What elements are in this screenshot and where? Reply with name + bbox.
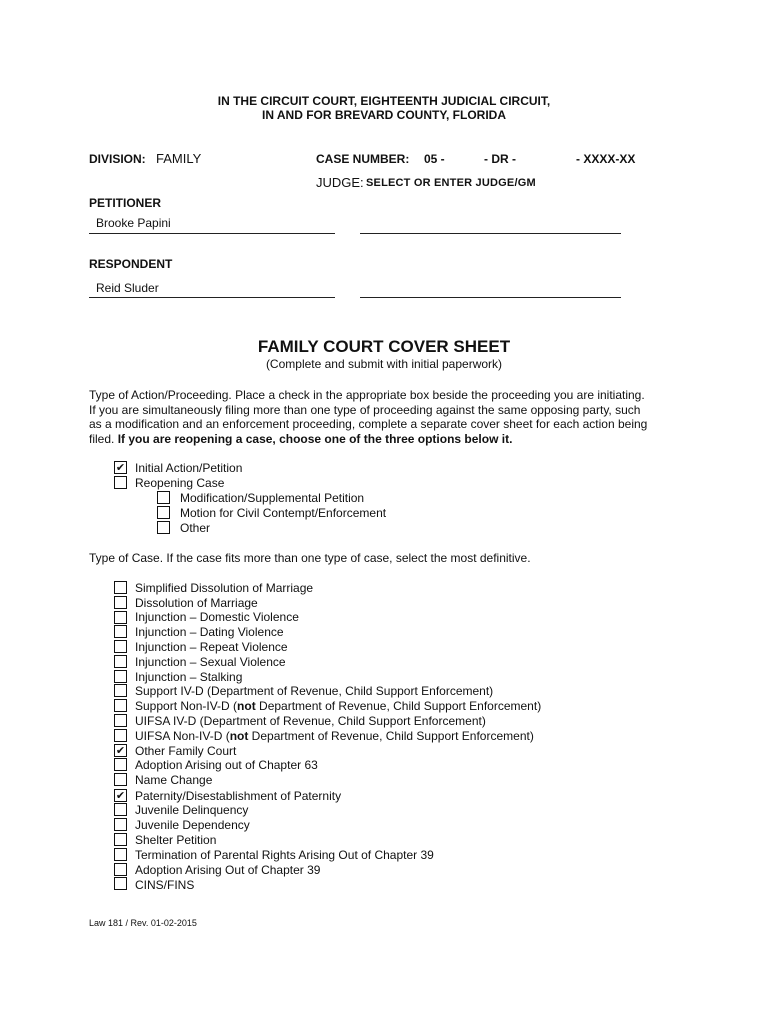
- checkbox-domestic-violence[interactable]: [114, 611, 127, 624]
- page-title: FAMILY COURT COVER SHEET: [257, 337, 511, 356]
- checkbox-adoption-ch63[interactable]: [114, 758, 127, 771]
- judge-label: JUDGE:: [316, 175, 364, 190]
- checkbox-name-change[interactable]: [114, 773, 127, 786]
- case-type-label: [135, 758, 318, 772]
- instructions-line4-plain: filed.: [89, 431, 118, 446]
- instructions-line3: as a modification and an enforcement proceeding, complete a separate cover sheet for each action being: [89, 417, 648, 431]
- case-type-text: Injunction – Repeat Violence: [135, 640, 288, 654]
- checkbox-termination-parental-rights[interactable]: [114, 848, 127, 861]
- petitioner-second-line: [360, 233, 621, 234]
- checkbox-cins-fins[interactable]: [114, 877, 127, 890]
- checkbox-repeat-violence[interactable]: [114, 640, 127, 653]
- checkbox-adoption-ch39[interactable]: [114, 863, 127, 876]
- case-number-label: CASE NUMBER:: [316, 152, 410, 166]
- option-label-civil-contempt: Motion for Civil Contempt/Enforcement: [180, 506, 387, 520]
- case-type-label: [135, 773, 212, 787]
- form-footer: Law 181 / Rev. 01-02-2015: [89, 918, 197, 928]
- case-type-label: [135, 863, 320, 877]
- case-type-text: Injunction – Dating Violence: [135, 625, 284, 639]
- case-type-text: Name Change: [135, 773, 213, 787]
- instructions-line1: Type of Action/Proceeding. Place a check in the appropriate box beside the proceeding you are initiating.: [89, 388, 645, 402]
- case-number-part3[interactable]: - XXXX-XX: [576, 152, 636, 166]
- case-type-text: Shelter Petition: [135, 833, 217, 847]
- case-type-label: [135, 596, 258, 610]
- option-label-reopening-case: Reopening Case: [135, 476, 225, 490]
- respondent-second-line: [360, 297, 621, 298]
- checkbox-reopening-case[interactable]: [114, 476, 127, 489]
- court-heading-line2: IN AND FOR BREVARD COUNTY, FLORIDA: [262, 108, 506, 122]
- instructions: [89, 388, 689, 446]
- case-type-text: Department of Revenue, Child Support Enforcement): [255, 699, 542, 713]
- case-type-text: Paternity/Disestablishment of Paternity: [135, 789, 342, 803]
- case-type-label: [135, 581, 313, 595]
- case-type-text: Adoption Arising Out of Chapter 39: [135, 863, 321, 877]
- checkbox-dating-violence[interactable]: [114, 625, 127, 638]
- case-type-text: UIFSA IV-D (Department of Revenue, Child Support Enforcement): [135, 714, 486, 728]
- case-type-text: Injunction – Stalking: [135, 670, 243, 684]
- checkbox-other-family-court[interactable]: ✔: [115, 744, 126, 757]
- case-type-label: [135, 803, 248, 817]
- checkbox-support-ivd[interactable]: [114, 684, 127, 697]
- case-type-text: Support IV-D (Department of Revenue, Child Support Enforcement): [135, 684, 494, 698]
- option-label-other-reopen: Other: [180, 521, 211, 535]
- checkbox-juvenile-dependency[interactable]: [114, 818, 127, 831]
- case-type-label: [135, 610, 299, 624]
- case-type-label: [135, 878, 194, 892]
- checkbox-stalking[interactable]: [114, 670, 127, 683]
- division-value[interactable]: FAMILY: [156, 151, 202, 166]
- instructions-line4: [89, 432, 689, 447]
- page-subtitle: (Complete and submit with initial paperwork): [265, 357, 503, 371]
- case-type-label: [135, 833, 216, 847]
- case-type-text: Juvenile Delinquency: [135, 803, 249, 817]
- option-label-modification: Modification/Supplemental Petition: [180, 491, 365, 505]
- checkbox-modification[interactable]: [157, 491, 170, 504]
- case-type-label: [135, 714, 486, 728]
- case-type-label: [135, 848, 434, 862]
- division-label: DIVISION:: [89, 152, 146, 166]
- case-type-label: [135, 655, 286, 669]
- case-type-text: Dissolution of Marriage: [135, 596, 258, 610]
- petitioner-name-line: [89, 233, 335, 234]
- case-type-label: [135, 744, 236, 758]
- case-type-text: Simplified Dissolution of Marriage: [135, 581, 314, 595]
- case-number-part2[interactable]: - DR -: [484, 152, 516, 166]
- respondent-name-line: [89, 297, 335, 298]
- checkbox-other-reopen[interactable]: [157, 521, 170, 534]
- court-heading-line1: IN THE CIRCUIT COURT, EIGHTEENTH JUDICIAL CIRCUIT,: [217, 94, 551, 108]
- checkbox-shelter-petition[interactable]: [114, 833, 127, 846]
- case-type-emphasis: not: [229, 729, 249, 743]
- petitioner-label: PETITIONER: [89, 196, 162, 210]
- checkbox-dissolution[interactable]: [114, 596, 127, 609]
- respondent-name[interactable]: Reid Sluder: [96, 281, 159, 295]
- option-label-initial-action: Initial Action/Petition: [135, 461, 243, 475]
- case-type-text: Injunction – Sexual Violence: [135, 655, 286, 669]
- petitioner-name[interactable]: Brooke Papini: [96, 216, 171, 230]
- case-type-label: [135, 625, 284, 639]
- case-type-text: Department of Revenue, Child Support Enforcement): [248, 729, 534, 743]
- judge-select[interactable]: SELECT OR ENTER JUDGE/GM: [366, 177, 536, 189]
- case-type-label: [135, 684, 493, 698]
- case-type-label: [135, 789, 341, 803]
- instructions-line4-bold: If you are reopening a case, choose one of the three options below it.: [117, 431, 513, 446]
- case-type-text: Adoption Arising out of Chapter 63: [135, 758, 318, 772]
- case-type-emphasis: not: [237, 699, 256, 713]
- case-type-label: [135, 670, 242, 684]
- case-type-text: Termination of Parental Rights Arising Out of Chapter 39: [135, 848, 434, 862]
- case-type-text: Injunction – Domestic Violence: [135, 610, 299, 624]
- instructions-line2: If you are simultaneously filing more than one type of proceeding against the same opposing party, such: [89, 402, 641, 417]
- checkbox-civil-contempt[interactable]: [157, 506, 170, 519]
- case-number-part1[interactable]: 05 -: [424, 152, 445, 166]
- checkbox-juvenile-delinquency[interactable]: [114, 803, 127, 816]
- checkbox-paternity[interactable]: ✔: [115, 789, 126, 802]
- checkbox-uifsa-ivd[interactable]: [114, 714, 127, 727]
- checkbox-simplified-dissolution[interactable]: [114, 581, 127, 594]
- case-type-intro: Type of Case. If the case fits more than one type of case, select the most definitive.: [89, 551, 531, 565]
- case-type-text: UIFSA Non-IV-D (: [135, 729, 230, 743]
- case-type-text: Other Family Court: [135, 744, 237, 758]
- case-type-text: Support Non-IV-D (: [135, 699, 238, 713]
- checkbox-uifsa-non-ivd[interactable]: [114, 729, 127, 742]
- case-type-label: [135, 699, 541, 713]
- case-type-label: [135, 818, 250, 832]
- checkbox-support-non-ivd[interactable]: [114, 699, 127, 712]
- checkbox-initial-action[interactable]: ✔: [115, 461, 126, 474]
- respondent-label: RESPONDENT: [89, 257, 173, 271]
- case-type-label: [135, 640, 288, 654]
- case-type-text: Juvenile Dependency: [135, 818, 250, 832]
- case-type-label: [135, 729, 534, 743]
- checkbox-sexual-violence[interactable]: [114, 655, 127, 668]
- case-type-text: CINS/FINS: [135, 878, 195, 892]
